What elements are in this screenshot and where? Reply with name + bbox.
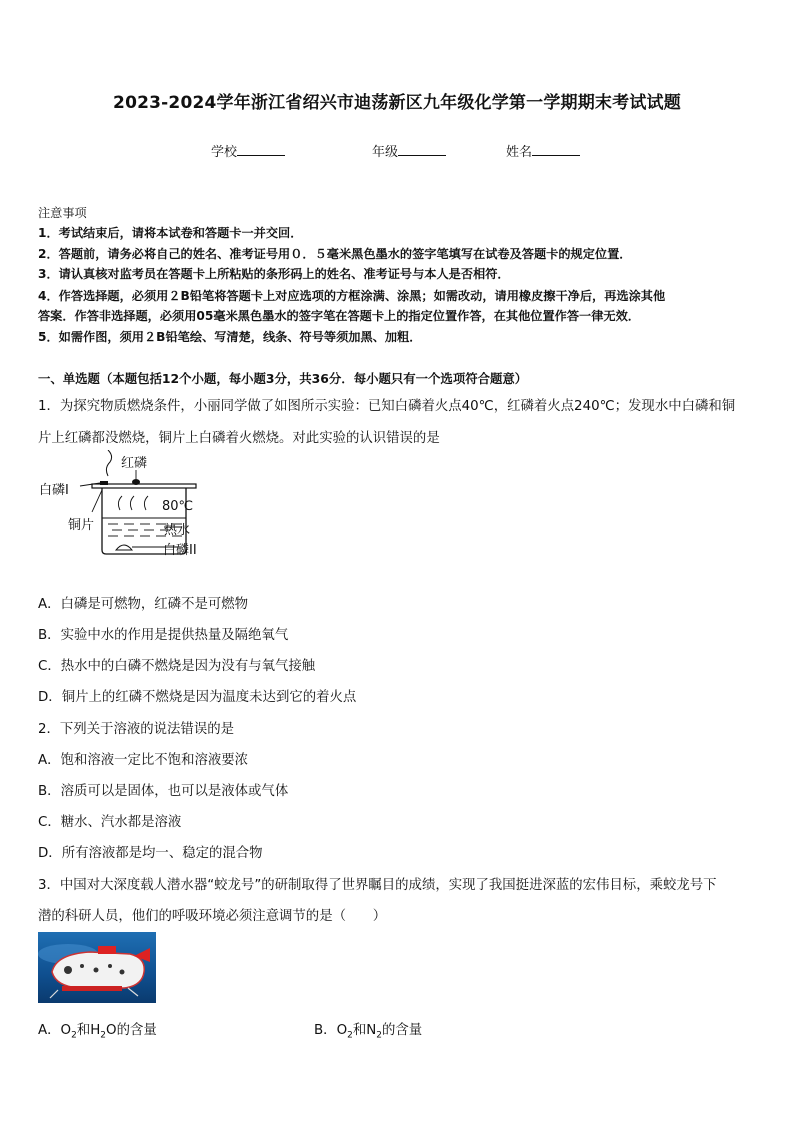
notice-item: 2．答题前，请务必将自己的姓名、准考证号用０．５毫米黑色墨水的签字笔填写在试卷及答题卡的规定位置． [38, 247, 632, 261]
q2-option-b: B．溶质可以是固体，也可以是液体或气体 [38, 784, 289, 799]
notice-item: 3．请认真核对监考员在答题卡上所粘贴的条形码上的姓名、准考证号与本人是否相符． [38, 267, 510, 281]
q3-option-b: B．$O_2$和$N_2$的含量 [314, 1023, 423, 1041]
q2-option-a: A．饱和溶液一定比不饱和溶液要浓 [38, 753, 249, 768]
q2-option-d: D．所有溶液都是均一、稳定的混合物 [38, 846, 263, 861]
q1-option-b: B．实验中水的作用是提供热量及隔绝氧气 [38, 628, 289, 643]
q1-stem-line2: 片上红磷都没燃烧，铜片上白磷着火燃烧。对此实验的认识错误的是 [38, 431, 440, 446]
label-white-phosphorus-2: 白磷II [163, 543, 197, 558]
submersible-fin [98, 946, 116, 954]
school-blank [237, 143, 285, 156]
notice-item: 4．作答选择题，必须用２B铅笔将答题卡上对应选项的方框涂满、涂黑；如需改动，请用橡皮擦干净后，再选涂其他 [38, 289, 666, 303]
school-field [211, 141, 285, 160]
grade-blank [398, 143, 446, 156]
smoke-icon [106, 450, 111, 476]
name-field [506, 141, 580, 160]
grade-label: 年级 [372, 145, 399, 160]
q1-option-d: D．铜片上的红磷不燃烧是因为温度未达到它的着火点 [38, 690, 357, 705]
q3-option-a: A．$O_2$和$H_2O$的含量 [38, 1023, 157, 1041]
q3-stem-line1: 3．中国对大深度载人潜水器“蛟龙号”的研制取得了世界瞩目的成绩，实现了我国挺进深蓝的宏伟目标，乘蛟龙号下 [38, 878, 717, 893]
notice-item: 1．考试结束后，请将本试卷和答题卡一并交回． [38, 226, 303, 240]
page-title: 2023-2024学年浙江省绍兴市迪荡新区九年级化学第一学期期末考试试题 [113, 93, 681, 113]
section-heading: 一、单选题（本题包括12个小题，每小题3分，共36分．每小题只有一个选项符合题意） [38, 371, 528, 386]
notice-item: 5．如需作图，须用２B铅笔绘、写清楚，线条、符号等须加黑、加粗． [38, 330, 422, 344]
q1-stem-line1: 1．为探究物质燃烧条件，小丽同学做了如图所示实验：已知白磷着火点40℃，红磷着火点240℃；发现水中白磷和铜 [38, 399, 736, 414]
label-red-phosphorus: 红磷 [121, 456, 148, 471]
q1-option-a: A．白磷是可燃物，红磷不是可燃物 [38, 597, 249, 612]
q1-option-c: C．热水中的白磷不燃烧是因为没有与氧气接触 [38, 659, 316, 674]
red-phosphorus [132, 479, 140, 485]
q3-stem-line2: 潜的科研人员，他们的呼吸环境必须注意调节的是（ ） [38, 909, 387, 924]
label-hot-water: 热水 [164, 523, 191, 538]
label-temperature: 80℃ [162, 499, 194, 514]
name-blank [532, 143, 580, 156]
white-phosphorus-2 [116, 545, 132, 550]
name-label: 姓名 [506, 145, 533, 160]
white-phosphorus-1 [100, 481, 108, 485]
grade-field [372, 141, 446, 160]
label-white-phosphorus-1: 白磷Ⅰ [39, 483, 69, 498]
notice-heading: 注意事项 [38, 206, 87, 220]
submersible-image [38, 932, 156, 1003]
q2-option-c: C．糖水、汽水都是溶液 [38, 815, 182, 830]
q2-stem: 2．下列关于溶液的说法错误的是 [38, 722, 234, 737]
school-label: 学校 [211, 145, 238, 160]
notice-item: 答案．作答非选择题，必须用05毫米黑色墨水的签字笔在答题卡上的指定位置作答，在其他位置作答一律无效． [38, 309, 640, 323]
label-copper: 铜片 [68, 518, 95, 533]
